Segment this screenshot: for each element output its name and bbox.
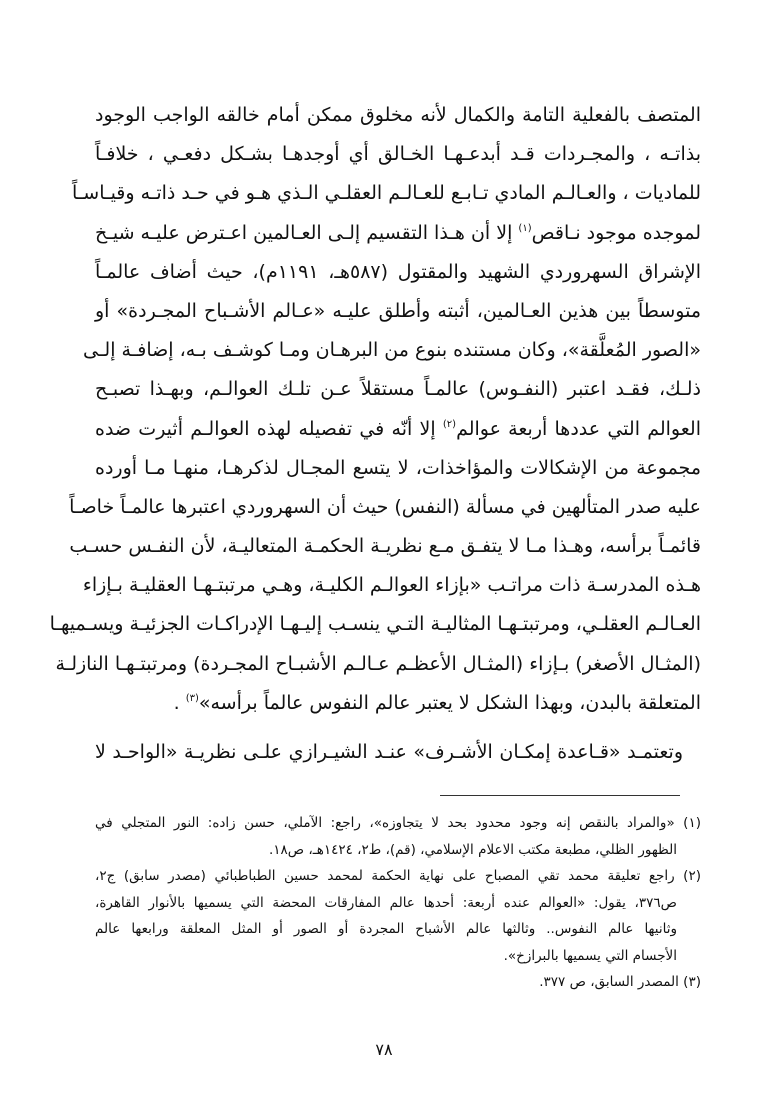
text-line xyxy=(95,214,701,253)
text-line: مجموعة من الإشكالات والمؤاخذات، لا يتسع المجـال لذكرهـا، منهـا مـا أورده xyxy=(95,456,701,479)
footnote-line: (١) «والمراد بالنقص إنه وجود محدود بحد لا يتجاوزه»، راجع: الآملي، حسن زاده: النور المتجلي في xyxy=(95,815,701,831)
text-line xyxy=(95,684,701,723)
text-segment: . xyxy=(173,691,180,714)
footnote-line: وثانيها عالم النفوس.. وثالثها عالم الأشباح المجردة أو الصور أو المثل المعلقة ورابعها عالم xyxy=(95,921,677,937)
text-line: هـذه المدرسـة ذات مراتـب «بإزاء العوالـم الكليـة، وهـي مرتبتـهـا العقليـة بـإزاء xyxy=(82,574,701,597)
footnote-ref-1[interactable]: (١) xyxy=(518,222,532,234)
text-line xyxy=(95,410,701,449)
footnote-line: (٣) المصدر السابق، ص ٣٧٧. xyxy=(539,974,701,990)
text-segment: إلا أن هـذا التقسيم إلـى العـالمين اعـترض عليـه شيـخ xyxy=(95,221,513,244)
text-line: متوسطاً بين هذين العـالمين، أثبته وأطلق عليـه «عـالم الأشـباح المجـردة» أو xyxy=(95,299,701,322)
footnote-line: (٢) راجع تعليقة محمد تقي المصباح على نهاية الحكمة لمحمد حسين الطباطبائي (مصدر سابق) ج٢، xyxy=(95,868,701,884)
text-line: الإشراق السهروردي الشهيد والمقتول (٥٨٧هـ، ١١٩١م)، حيث أضاف عالمـاً xyxy=(95,260,701,283)
paragraph-gap xyxy=(95,723,701,733)
footnote-line: ص٣٧٦، يقول: «العوالم عنده أربعة: أحدها عالم المفارقات المحضة التي يسميها بالأنوار القاهرة، xyxy=(95,894,677,911)
footnote-line: الظهور الظلي، مطبعة مكتب الاعلام الإسلامي، (قم)، ط٢، ١٤٢٤هـ، ص١٨. xyxy=(268,841,677,858)
footnote-3 xyxy=(95,969,701,996)
footnote-2 xyxy=(95,863,701,969)
main-text xyxy=(49,96,701,772)
footnote-1 xyxy=(95,810,701,863)
text-line: للماديات ، والعـالـم المادي تـابـع للعـالـم العقلـي الـذي هـو في حـد ذاتـه وقيـاسـاً xyxy=(71,182,701,205)
text-segment: لموجده موجود نـاقص xyxy=(531,221,701,244)
text-line: المتصف بالفعلية التامة والكمال لأنه مخلوق ممكن أمام خالقه الواجب الوجود xyxy=(95,104,701,126)
text-line: بذاتـه ، والمجـردات قـد أبدعـهـا الخـالق أي أوجدهـا بشـكل دفعـي ، خلافـاً xyxy=(95,143,701,166)
page-number: ٧٨ xyxy=(375,1040,393,1059)
text-line: (المثـال الأصغر) بـإزاء (المثـال الأعظـم عـالـم الأشبـاح المجـردة) ومرتبتـهـا النازلـة xyxy=(55,652,701,675)
text-line: العـالـم العقلـي، ومرتبتـهـا المثاليـة التـي ينسـب إليـهـا الإدراكـات الجزئيـة ويسـميهـا xyxy=(49,613,701,636)
footnote-line: الأجسام التي يسميها بالبرازخ». xyxy=(503,947,677,964)
text-line: «الصور المُعلَّقة»، وكان مستنده بنوع من البرهـان ومـا كوشـف بـه، إضافـة إلـى xyxy=(83,339,701,362)
text-line: ذلـك، فقـد اعتبر (النفـوس) عالمـاً مستقلاً عـن تلـك العوالـم، وبهـذا تصبـح xyxy=(95,378,701,401)
text-segment: إلا أنّه في تفصيله لهذه العوالـم أثيرت ضده xyxy=(95,417,436,440)
footnote-separator xyxy=(440,795,680,796)
footnote-ref-2[interactable]: (٢) xyxy=(442,418,457,430)
footnote-ref-3[interactable]: (٣) xyxy=(185,692,199,704)
text-line: عليه صدر المتألهين في مسألة (النفس) حيث أن السهروردي اعتبرها عالمـاً خاصـاً xyxy=(69,495,701,518)
text-segment: العوالم التي عددها أربعة عوالم xyxy=(456,417,701,440)
text-segment: المتعلقة بالبدن، وبهذا الشكل لا يعتبر عالم النفوس عالماً برأسه» xyxy=(198,691,701,714)
text-line: وتعتمـد «قـاعدة إمكـان الأشـرف» عنـد الشيـرازي علـى نظريـة «الواحـد لا xyxy=(95,741,683,763)
text-line: قائمـاً برأسه، وهـذا مـا لا يتفـق مـع نظريـة الحكمـة المتعاليـة، لأن النفـس حسـب xyxy=(69,535,701,558)
footnotes xyxy=(95,810,701,996)
